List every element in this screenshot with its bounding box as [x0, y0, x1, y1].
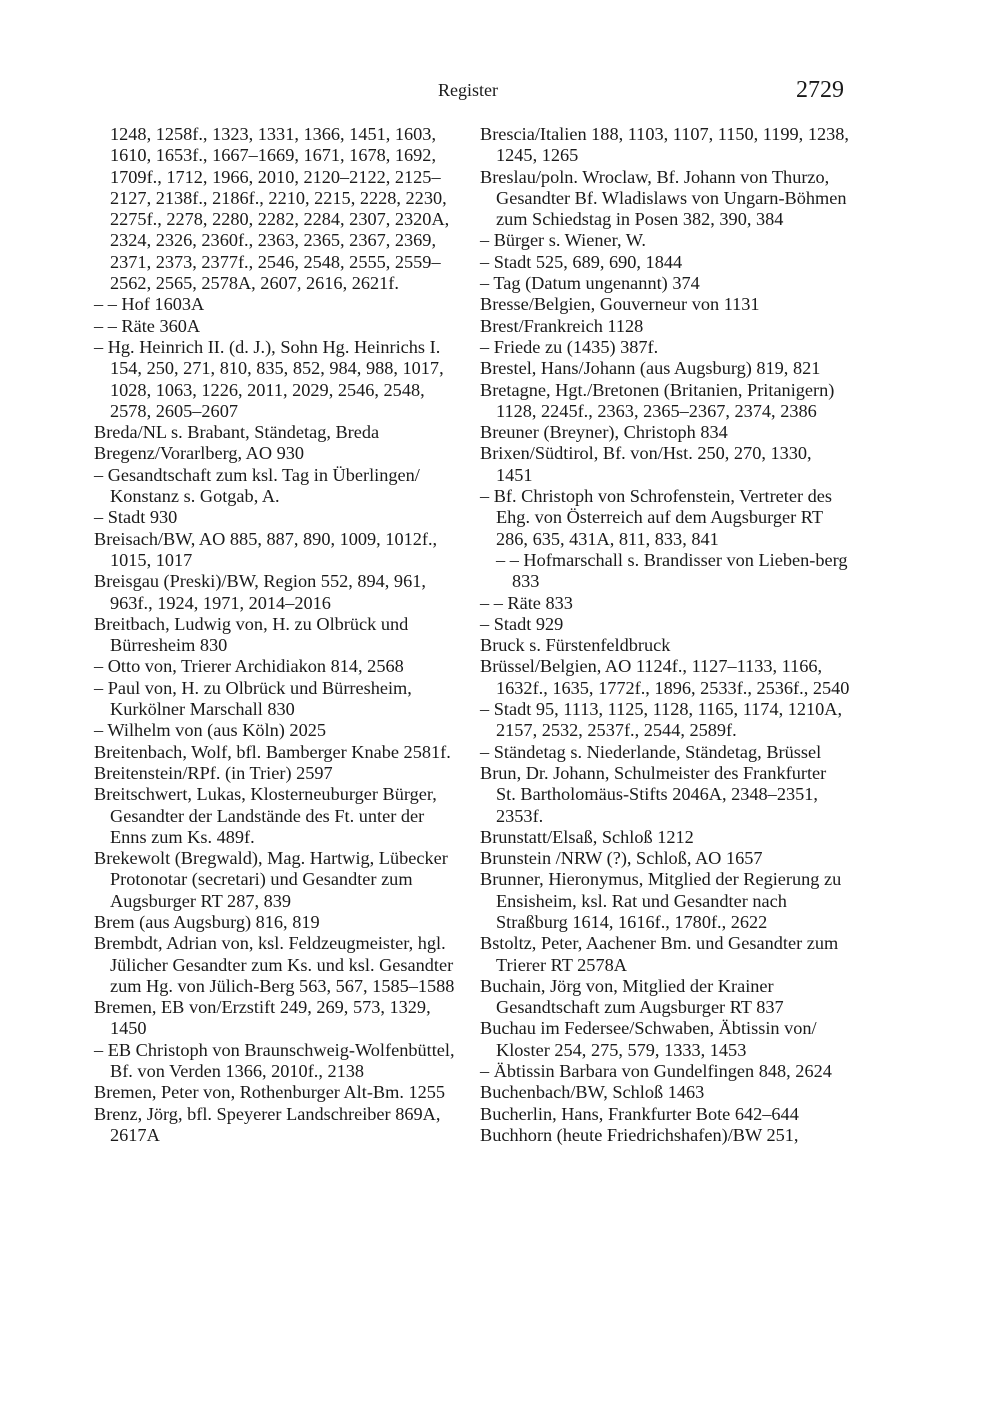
index-entry: Brüssel/Belgien, AO 1124f., 1127–1133, 1166, 1632f., 1635, 1772f., 1896, 2533f., 2536f., 2540	[480, 656, 850, 698]
left-column	[94, 124, 464, 1146]
index-entry: – – Hof 1603A	[94, 294, 205, 315]
index-entry: Buchhorn (heute Friedrichshafen)/BW 251,	[480, 1124, 799, 1145]
running-head: Register	[438, 80, 498, 100]
index-entry: Bregenz/Vorarlberg, AO 930	[94, 443, 305, 464]
index-entry: Bucherlin, Hans, Frankfurter Bote 642–644	[480, 1103, 799, 1124]
index-entry: – Stadt 929	[480, 613, 564, 634]
index-entry: Breitenbach, Wolf, bfl. Bamberger Knabe 2581f.	[94, 741, 451, 762]
index-entry: Brekewolt (Bregwald), Mag. Hartwig, Lübecker Protonotar (secretari) und Gesandter zum Augsburger RT 287, 839	[94, 848, 448, 911]
index-entry: Brest/Frankreich 1128	[480, 315, 644, 336]
index-entry: Breslau/poln. Wroclaw, Bf. Johann von Thurzo, Gesandter Bf. Wladislaws von Ungarn-Böhmen zum Schiedstag in Posen 382, 390, 384	[480, 166, 847, 230]
index-entry: Buchain, Jörg von, Mitglied der Krainer Gesandtschaft zum Augsburger RT 837	[480, 975, 784, 1018]
index-entry: Bresse/Belgien, Gouverneur von 1131	[480, 294, 760, 315]
index-entry: 1248, 1258f., 1323, 1331, 1366, 1451, 1603, 1610, 1653f., 1667–1669, 1671, 1678, 1692, 1709f., 1712, 1966, 2010, 2120–2122, 2125–2127, 2138f., 2186f., 2210, 2215, 2228, 2230, 2275f., 2278, 2280, 2282, 2284, 2307, 2320A, 2324, 2326, 2360f., 2363, 2365, 2367, 2369, 2371, 2373, 2377f., 2546, 2548, 2555, 2559–2562, 2565, 2578A, 2607, 2616, 2621f.	[110, 124, 450, 294]
index-entry: – Stadt 930	[94, 507, 178, 528]
index-entry: Brunstein /NRW (?), Schloß, AO 1657	[480, 848, 763, 869]
index-entry: – Hg. Heinrich II. (d. J.), Sohn Hg. Heinrichs I. 154, 250, 271, 810, 835, 852, 984, 988, 1017, 1028, 1063, 1226, 2011, 2029, 2546, 2548, 2578, 2605–2607	[94, 336, 444, 421]
index-entry: – Friede zu (1435) 387f.	[480, 336, 659, 357]
index-entry: Buchenbach/BW, Schloß 1463	[480, 1082, 705, 1103]
index-entry: – Ständetag s. Niederlande, Ständetag, Brüssel	[480, 741, 822, 762]
index-entry: Breisach/BW, AO 885, 887, 890, 1009, 1012f., 1015, 1017	[94, 528, 438, 570]
index-entry: Brembdt, Adrian von, ksl. Feldzeugmeister, hgl. Jülicher Gesandter zum Ks. und ksl. Gesandter zum Hg. von Jülich-Berg 563, 567, 1585–1588	[94, 933, 455, 996]
index-entry: – Bürger s. Wiener, W.	[480, 230, 646, 251]
index-entry: Bremen, EB von/Erzstift 249, 269, 573, 1329, 1450	[94, 997, 431, 1039]
index-entry: Brixen/Südtirol, Bf. von/Hst. 250, 270, 1330, 1451	[480, 443, 812, 485]
index-entry: Breitenstein/RPf. (in Trier) 2597	[94, 762, 333, 783]
index-entry: Breitbach, Ludwig von, H. zu Olbrück und Bürresheim 830	[94, 613, 409, 656]
index-entry: Brun, Dr. Johann, Schulmeister des Frankfurter St. Bartholomäus-Stifts 2046A, 2348–2351, 2353f.	[480, 762, 827, 826]
index-entry: Brestel, Hans/Johann (aus Augsburg) 819, 821	[480, 358, 821, 379]
index-entry: Breuner (Breyner), Christoph 834	[480, 422, 728, 443]
index-entry: – – Räte 833	[480, 592, 573, 613]
index-entry: – Otto von, Trierer Archidiakon 814, 2568	[94, 656, 404, 677]
index-entry: – Tag (Datum ungenannt) 374	[480, 273, 700, 294]
index-entry: Brunstatt/Elsaß, Schloß 1212	[480, 826, 694, 847]
index-entry: – Wilhelm von (aus Köln) 2025	[94, 720, 326, 741]
index-entry: – Stadt 95, 1113, 1125, 1128, 1165, 1174, 1210A, 2157, 2532, 2537f., 2544, 2589f.	[480, 699, 843, 741]
index-entry: Bremen, Peter von, Rothenburger Alt-Bm. 1255	[94, 1082, 446, 1103]
index-entry: – EB Christoph von Braunschweig-Wolfenbüttel, Bf. von Verden 1366, 2010f., 2138	[94, 1039, 455, 1082]
index-entry: Breisgau (Preski)/BW, Region 552, 894, 961, 963f., 1924, 1971, 2014–2016	[94, 571, 426, 613]
index-entry: Buchau im Federsee/Schwaben, Äbtissin von/ Kloster 254, 275, 579, 1333, 1453	[480, 1018, 817, 1060]
index-entry: – – Räte 360A	[94, 315, 201, 336]
index-entry: Bstoltz, Peter, Aachener Bm. und Gesandter zum Trierer RT 2578A	[480, 933, 839, 975]
index-entry: Breda/NL s. Brabant, Ständetag, Breda	[94, 422, 380, 443]
index-entry: Brem (aus Augsburg) 816, 819	[94, 911, 320, 932]
index-entry: Breitschwert, Lukas, Klosterneuburger Bürger, Gesandter der Landstände des Ft. unter der Enns zum Ks. 489f.	[94, 784, 437, 847]
right-column	[480, 124, 850, 1146]
index-entry: Bruck s. Fürstenfeldbruck	[480, 635, 671, 656]
index-entry: Brescia/Italien 188, 1103, 1107, 1150, 1199, 1238, 1245, 1265	[480, 124, 849, 166]
index-entry: – Paul von, H. zu Olbrück und Bürresheim, Kurkölner Marschall 830	[94, 677, 412, 720]
index-entry: Brunner, Hieronymus, Mitglied der Regierung zu Ensisheim, ksl. Rat und Gesandter nach Straßburg 1614, 1616f., 1780f., 2622	[480, 869, 842, 932]
index-entry: – Äbtissin Barbara von Gundelfingen 848, 2624	[480, 1061, 832, 1082]
index-entry: – – Hofmarschall s. Brandisser von Lieben-berg 833	[496, 549, 848, 592]
index-entry: – Gesandtschaft zum ksl. Tag in Überlingen/ Konstanz s. Gotgab, A.	[94, 464, 420, 507]
index-entry: Brenz, Jörg, bfl. Speyerer Landschreiber 869A, 2617A	[94, 1103, 441, 1145]
index-entry: Bretagne, Hgt./Bretonen (Britanien, Pritanigern) 1128, 2245f., 2363, 2365–2367, 2374, 2386	[480, 379, 835, 421]
index-entry: – Bf. Christoph von Schrofenstein, Vertreter des Ehg. von Österreich auf dem Augsburger RT 286, 635, 431A, 811, 833, 841	[480, 486, 833, 549]
index-entry: – Stadt 525, 689, 690, 1844	[480, 251, 683, 272]
page-number: 2729	[796, 77, 844, 103]
